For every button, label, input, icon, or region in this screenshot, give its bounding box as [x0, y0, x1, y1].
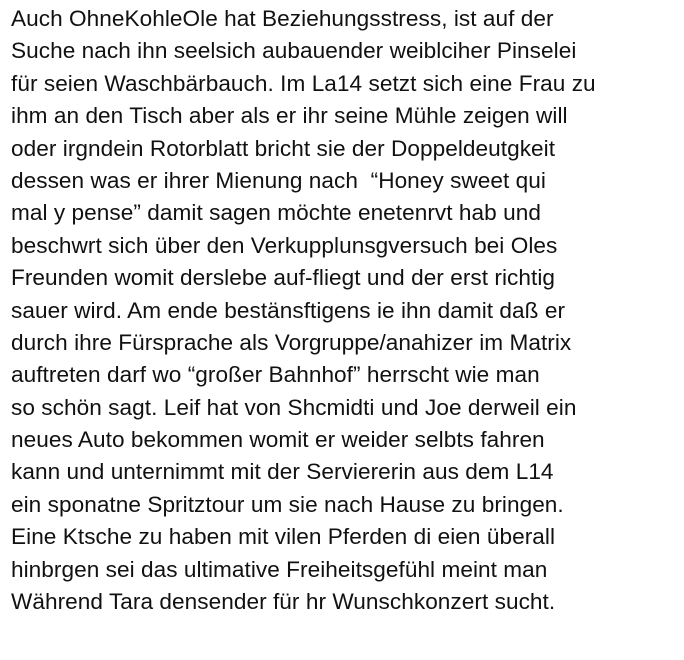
text-line: kann und unternimmt mit der Servierer‌in aus dem L14 [11, 459, 554, 485]
text-line: neues Auto bekommen womit er weider selbts fahren [11, 427, 545, 453]
text-line: so schön sagt. Leif hat von Shcmidti und Joe derweil ein [11, 394, 577, 420]
text-line: oder irgndein Rotorblatt bricht sie der Doppeldeutgkeit [11, 135, 556, 161]
text-line: dessen was er ihrer Mienung nach “Honey sweet qui [11, 167, 546, 193]
text-line: Eine Ktsche zu haben mit vilen Pferden di eien überall [11, 524, 556, 550]
text-line: Freunden womit derslebe auf-fliegt und der erst richtig [11, 265, 556, 291]
text-line: auftreten darf wo “großer Bahnhof” herrscht wie man [11, 362, 540, 388]
text-line: sauer wird. Am ende bestänsftigens ie ihn damit daß er [11, 297, 566, 323]
text-line: ihm an den Tisch aber als er ihr seine Mühle zeigen will [11, 103, 568, 129]
text-line: für seien Waschbärbauch. Im La14 setzt sich eine Frau zu [11, 70, 596, 96]
text-line: beschwrt sich über den Verkupplunsgversuch bei Oles [11, 232, 558, 258]
text-line: ein sponatne Spritztour um sie nach Hause zu bringen. [11, 491, 564, 517]
body-paragraph [11, 3, 683, 618]
text-line: durch ihre Fürsprache als Vorgruppe/anahizer im Matrix [11, 329, 572, 355]
text-line: Suche nach ihn seelsich aubauender weiblciher Pinselei [11, 38, 577, 64]
text-line: Während Tara densender für hr Wunschkonzert sucht. [11, 589, 556, 615]
text-line: hinbrgen sei das ultimative Freiheitsgefühl meint man [11, 556, 548, 582]
text-line: mal y pense” damit sagen möchte enetenrvt hab und [11, 200, 541, 226]
text-line: Auch OhneKohleOle hat Beziehungsstress, ist auf der [11, 6, 554, 31]
